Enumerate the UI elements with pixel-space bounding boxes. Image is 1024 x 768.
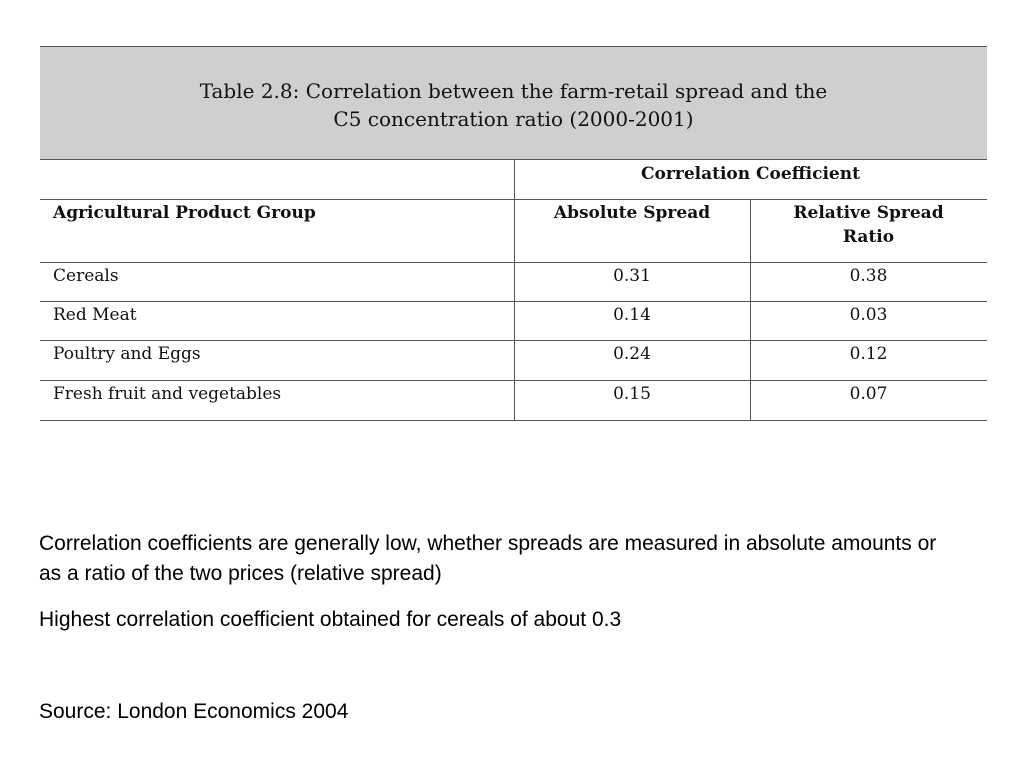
row-2-relative: 0.03 <box>849 305 888 325</box>
divider-product-absolute <box>514 160 515 420</box>
column-header-absolute-spread: Absolute Spread <box>553 203 711 223</box>
table-title-line-1: Table 2.8: Correlation between the farm-retail spread and the <box>199 79 828 103</box>
note-highest-cereals: Highest correlation coefficient obtained for cereals of about 0.3 <box>39 608 622 631</box>
row-3-relative: 0.12 <box>849 344 888 364</box>
row-4-relative: 0.07 <box>849 384 888 404</box>
correlation-table <box>40 46 987 421</box>
column-header-relative-spread <box>750 201 987 249</box>
note-correlation-low: Correlation coefficients are generally low, whether spreads are measured in absolute amounts or as a ratio of the two prices (relative spread) <box>39 532 937 585</box>
rule-bottom <box>40 420 987 421</box>
table-title-line-2: C5 concentration ratio (2000-2001) <box>333 107 694 131</box>
source-citation: Source: London Economics 2004 <box>39 700 349 723</box>
row-2-absolute: 0.14 <box>613 305 651 325</box>
table-title <box>40 46 987 160</box>
row-1-product: Cereals <box>53 266 119 286</box>
row-3-product: Poultry and Eggs <box>53 344 201 364</box>
row-4-product: Fresh fruit and vegetables <box>53 384 282 404</box>
row-2-product: Red Meat <box>53 305 137 325</box>
row-4-absolute: 0.15 <box>613 384 651 404</box>
column-header-relative-line-1: Relative Spread <box>793 203 944 223</box>
row-3-absolute: 0.24 <box>613 344 651 364</box>
column-header-product: Agricultural Product Group <box>53 203 316 223</box>
group-header-correlation-coefficient: Correlation Coefficient <box>641 164 860 184</box>
row-1-relative: 0.38 <box>849 266 888 286</box>
column-header-relative-line-2: Ratio <box>842 227 895 247</box>
row-1-absolute: 0.31 <box>613 266 651 286</box>
